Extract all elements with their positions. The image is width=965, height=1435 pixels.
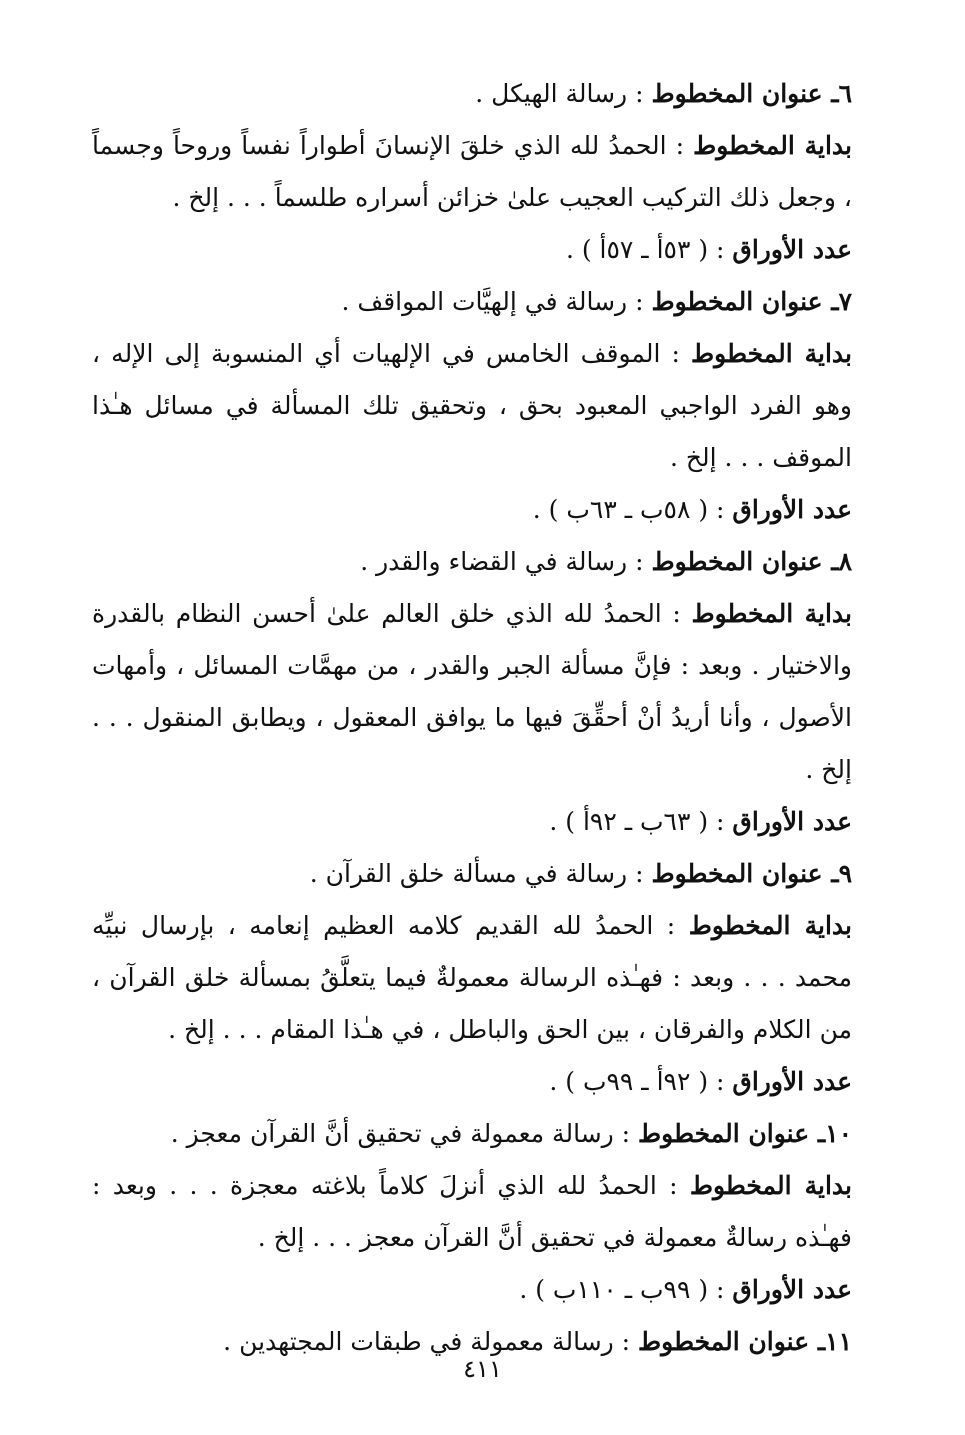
folios-label: عدد الأوراق: [732, 1067, 852, 1096]
folios-label: عدد الأوراق: [732, 235, 852, 264]
title-text: : رسالة في القضاء والقدر .: [360, 547, 652, 576]
entry-title-10: [92, 1108, 852, 1160]
page-number: ٤١١: [463, 1355, 502, 1383]
start-label: بداية المخطوط: [688, 911, 853, 940]
title-label: ١٠ـ عنوان المخطوط: [638, 1119, 852, 1148]
folios-text: : ( ٥٣أ ـ ٥٧أ ) .: [565, 235, 733, 264]
title-text: : رسالة معمولة في طبقات المجتهدين .: [223, 1327, 639, 1356]
entry-folios-10: [92, 1264, 852, 1316]
folios-label: عدد الأوراق: [732, 807, 852, 836]
start-text: : الحمدُ لله القديم كلامه العظيم إنعامه ، بإرسال نبيِّه محمد . . . وبعد : فهـٰذه الرسالة معمولةٌ فيما يتعلَّقُ بمسألة خلق القرآن ، من الكلام والفرقان ، بين الحق والباطل ، في هـٰذا المقام . . . إلخ .: [92, 911, 852, 1044]
start-text: : الحمدُ لله الذي خلق العالم علىٰ أحسن النظام بالقدرة والاختيار . وبعد : فإنَّ مسألة الجبر والقدر ، من مهمَّات المسائل ، وأمهات الأصول ، وأنا أريدُ أنْ أحقِّقَ فيها ما يوافق المعقول ، ويطابق المنقول . . . إلخ .: [92, 599, 852, 784]
start-label: بداية المخطوط: [691, 339, 852, 368]
folios-text: : ( ٦٣ب ـ ٩٢أ ) .: [549, 807, 733, 836]
title-text: : رسالة معمولة في تحقيق أنَّ القرآن معجز .: [170, 1119, 639, 1148]
title-text: : رسالة الهيكل .: [475, 79, 652, 108]
title-label: ٦ـ عنوان المخطوط: [651, 79, 852, 108]
entry-start-10: [92, 1160, 852, 1264]
entry-title-9: [92, 848, 852, 900]
entry-folios-6: [92, 224, 852, 276]
start-text: : الموقف الخامس في الإلهيات أي المنسوبة إلى الإله ، وهو الفرد الواجبي المعبود بحق ، وتحقيق تلك المسألة في مسائل هـٰذا الموقف . . . إلخ .: [92, 339, 852, 472]
title-label: ١١ـ عنوان المخطوط: [638, 1327, 852, 1356]
folios-text: : ( ٩٢أ ـ ٩٩ب ) .: [549, 1067, 733, 1096]
entry-start-7: [92, 328, 852, 484]
entry-folios-7: [92, 484, 852, 536]
start-label: بداية المخطوط: [689, 1171, 852, 1200]
title-label: ٨ـ عنوان المخطوط: [651, 547, 852, 576]
title-text: : رسالة في مسألة خلق القرآن .: [309, 859, 652, 888]
title-label: ٧ـ عنوان المخطوط: [651, 287, 852, 316]
start-label: بداية المخطوط: [691, 599, 852, 628]
entry-folios-9: [92, 1056, 852, 1108]
entry-title-7: [92, 276, 852, 328]
start-text: : الحمدُ لله الذي خلقَ الإنسانَ أطواراً نفساً وروحاً وجسماً ، وجعل ذلك التركيب العجيب علىٰ خزائن أسراره طلسماً . . . إلخ .: [92, 131, 852, 212]
entry-start-8: [92, 588, 852, 796]
start-label: بداية المخطوط: [693, 131, 852, 160]
folios-text: : ( ٩٩ب ـ ١١٠ب ) .: [519, 1275, 733, 1304]
entry-folios-8: [92, 796, 852, 848]
entry-start-6: [92, 120, 852, 224]
title-text: : رسالة في إلهيَّات المواقف .: [341, 287, 652, 316]
start-text: : الحمدُ لله الذي أنزلَ كلاماً بلاغته معجزة . . . وبعد : فهـٰذه رسالةٌ معمولة في تحقيق أنَّ القرآن معجز . . . إلخ .: [92, 1171, 852, 1252]
entry-title-8: [92, 536, 852, 588]
folios-label: عدد الأوراق: [732, 1275, 852, 1304]
entry-start-9: [92, 900, 852, 1056]
manuscript-list: [92, 68, 852, 1368]
folios-label: عدد الأوراق: [732, 495, 852, 524]
entry-title-6: [92, 68, 852, 120]
folios-text: : ( ٥٨ب ـ ٦٣ب ) .: [532, 495, 733, 524]
title-label: ٩ـ عنوان المخطوط: [651, 859, 852, 888]
